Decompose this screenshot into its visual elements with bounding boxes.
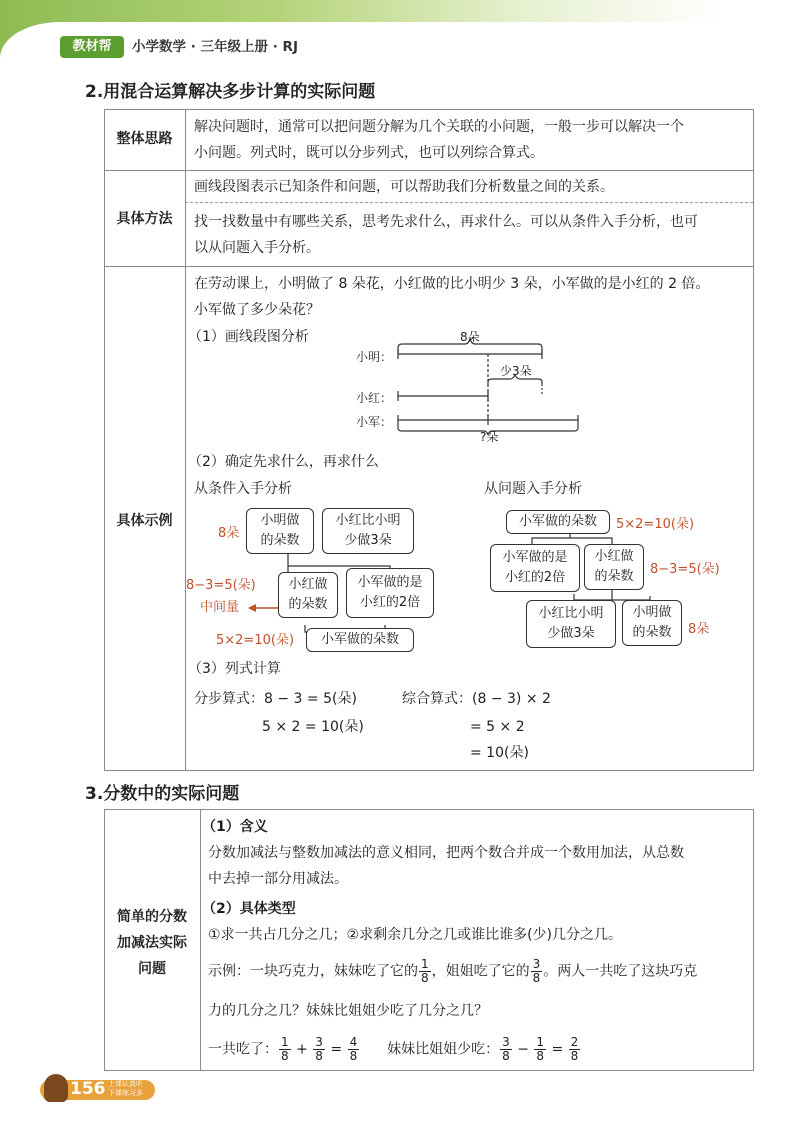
left-box-xiaohong-count: 小红做 的朵数 — [278, 572, 338, 618]
method-line-1: 画线段图表示已知条件和问题，可以帮助我们分析数量之间的关系。 — [194, 179, 614, 195]
right-ann-8: 8朵 — [688, 622, 710, 637]
left-analysis-title: 从条件入手分析 — [194, 481, 292, 497]
answer-line: 一共吃了： $\frac{1}{8}$ + $\frac{3}{8}$ = $\frac{4}{8}$ 妹妹比姐姐少吃： $\frac{3}{8}$ − $\frac{1}{8}$ = $\frac{2}{8}$ — [208, 1035, 579, 1063]
seg-label-xiaojun: 小军： — [356, 415, 393, 429]
step-calc-1: 分步算式：8 − 3 = 5(朵) — [194, 691, 357, 707]
row-label-overall: 整体思路 — [116, 131, 173, 147]
combined-calc-2: = 5 × 2 — [470, 719, 525, 735]
method-line-3: 以从问题入手分析。 — [194, 240, 320, 256]
ans-diff-result: $\frac{2}{8}$ — [570, 1035, 579, 1063]
ans-sum-result: $\frac{4}{8}$ — [349, 1035, 358, 1063]
fraction-row-label: 简单的分数 加减法实际 问题 — [117, 909, 187, 977]
problem-line-2: 小军做了多少朵花？ — [194, 302, 320, 318]
types-heading: （2）具体类型 — [202, 901, 296, 917]
overall-line-1: 解决问题时，通常可以把问题分解为几个关联的小问题，一般一步可以解决一个 — [194, 119, 684, 135]
row-label-example: 具体示例 — [116, 513, 173, 529]
problem-line-1: 在劳动课上，小明做了 8 朵花，小红做的比小明少 3 朵，小军做的是小红的 2 倍。 — [194, 276, 710, 292]
table1-border-top — [104, 109, 754, 110]
left-box-xiaoming-count: 小明做 的朵数 — [246, 508, 314, 554]
example-line-2: 力的几分之几？妹妹比姐姐少吃了几分之几？ — [208, 1003, 488, 1019]
table2-border-bottom — [104, 1070, 754, 1071]
footer-slogan: 上课认真听 下课练习多 — [108, 1080, 143, 1097]
section-3-title: 3.分数中的实际问题 — [85, 784, 240, 804]
meaning-heading: （1）含义 — [202, 819, 268, 835]
example-line-1: 示例：一块巧克力，妹妹吃了它的 $\frac{1}{8}$ ，姐姐吃了它的 $\frac{3}{8}$ 。两人一共吃了这块巧克 — [208, 957, 698, 985]
seg-label-xiaoming: 小明： — [356, 350, 393, 364]
seg-label-question: ?朵 — [480, 430, 499, 444]
right-box-xiaojun-count: 小军做的朵数 — [506, 510, 610, 534]
right-box-xiaoming-count: 小明做 的朵数 — [622, 600, 682, 646]
right-ann-eq1: 5×2=10(朵) — [616, 517, 695, 532]
book-title: 小学数学 · 三年级上册 · RJ — [132, 39, 298, 55]
table1-row-divider-2 — [104, 266, 754, 267]
table1-dashed-divider — [185, 202, 753, 203]
section-2-title: 2.用混合运算解决多步计算的实际问题 — [85, 82, 376, 102]
fraction-3-8: $\frac{3}{8}$ — [532, 957, 541, 985]
seg-label-less3: 少3朵 — [500, 364, 532, 378]
left-ann-8: 8朵 — [218, 526, 240, 541]
brand-badge: 教材帮 — [60, 36, 124, 58]
left-box-xiaojun-double: 小军做的是 小红的2倍 — [346, 568, 434, 618]
left-ann-eq1: 8−3=5(朵) — [186, 578, 256, 593]
table2-border-top — [104, 809, 754, 810]
fraction-1-8: $\frac{1}{8}$ — [421, 957, 429, 985]
right-box-xiaohong-count: 小红做 的朵数 — [584, 544, 644, 590]
seg-label-8: 8朵 — [460, 330, 480, 344]
seg-label-xiaohong: 小红： — [356, 391, 393, 405]
right-box-xiaohong-less: 小红比小明 少做3朵 — [526, 600, 616, 648]
table1-column-divider — [185, 109, 186, 771]
meaning-line-1: 分数加减法与整数加减法的意义相同，把两个数合并成一个数用加法，从总数 — [208, 845, 684, 861]
right-box-xiaojun-double: 小军做的是 小红的2倍 — [490, 544, 580, 592]
table1-border-right — [753, 109, 754, 771]
left-ann-eq2: 5×2=10(朵) — [216, 633, 295, 648]
ans-diff-f2: $\frac{1}{8}$ — [536, 1035, 545, 1063]
mascot-icon — [44, 1074, 68, 1102]
step-calc-2: 5 × 2 = 10(朵) — [262, 719, 364, 735]
table2-column-divider — [200, 809, 201, 1071]
combined-calc-1: 综合算式：(8 − 3) × 2 — [402, 691, 551, 707]
left-box-xiaohong-less: 小红比小明 少做3朵 — [322, 508, 414, 554]
row-label-method: 具体方法 — [116, 211, 173, 227]
table1-row-divider-1 — [104, 170, 754, 171]
right-analysis-title: 从问题入手分析 — [484, 481, 582, 497]
ans-diff-f1: $\frac{3}{8}$ — [502, 1035, 510, 1063]
left-box-xiaojun-count: 小军做的朵数 — [306, 628, 414, 652]
combined-calc-3: = 10(朵) — [470, 745, 529, 761]
table1-border-bottom — [104, 770, 754, 771]
left-ann-middle: 中间量 — [200, 600, 240, 615]
ans-sum-f2: $\frac{3}{8}$ — [315, 1035, 323, 1063]
meaning-line-2: 中去掉一部分用减法。 — [208, 871, 348, 887]
step-1-heading: （1）画线段图分析 — [188, 329, 309, 345]
table2-border-right — [753, 809, 754, 1071]
method-line-2: 找一找数量中有哪些关系，思考先求什么，再求什么。可以从条件入手分析，也可 — [194, 214, 698, 230]
ans-sum-f1: $\frac{1}{8}$ — [281, 1035, 289, 1063]
page-number: 156 — [70, 1079, 106, 1099]
step-2-heading: （2）确定先求什么，再求什么 — [188, 454, 379, 470]
overall-line-2: 小问题。列式时，既可以分步列式，也可以列综合算式。 — [194, 145, 544, 161]
types-text: ①求一共占几分之几；②求剩余几分之几或谁比谁多(少)几分之几。 — [208, 927, 623, 943]
step-3-heading: （3）列式计算 — [188, 661, 281, 677]
right-ann-eq2: 8−3=5(朵) — [650, 562, 720, 577]
